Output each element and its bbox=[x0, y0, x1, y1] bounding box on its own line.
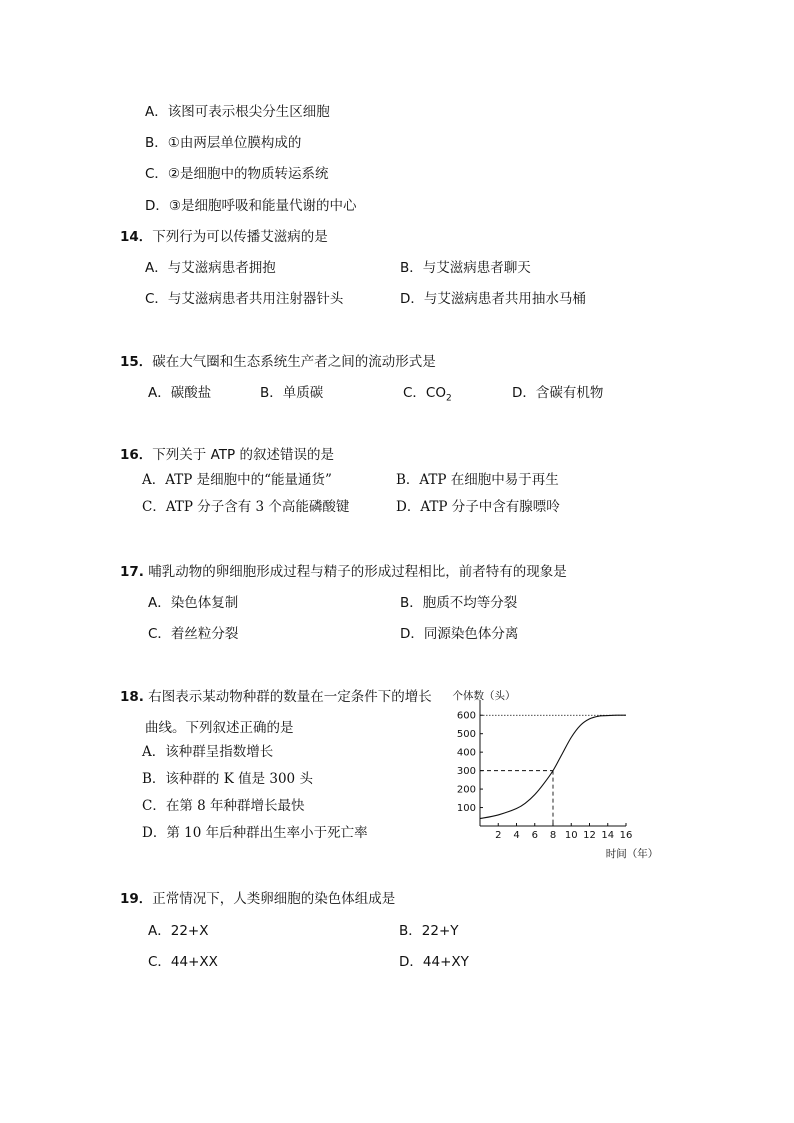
y-axis-label: 个体数（头） bbox=[452, 690, 516, 702]
question-number: 18. bbox=[120, 689, 144, 705]
q19-option-a: A．22+X bbox=[148, 923, 209, 939]
q14-option-a: A．与艾滋病患者拥抱 bbox=[145, 260, 276, 276]
q19-option-b: B．22+Y bbox=[399, 923, 459, 939]
q16-option-b: B．ATP 在细胞中易于再生 bbox=[396, 472, 559, 488]
q13-option-a: A．该图可表示根尖分生区细胞 bbox=[145, 104, 330, 120]
question-14 bbox=[120, 228, 328, 246]
q15-option-d: D．含碳有机物 bbox=[512, 385, 604, 401]
q17-option-d: D．同源染色体分离 bbox=[400, 626, 519, 642]
q17-option-b: B．胞质不均等分裂 bbox=[400, 595, 518, 611]
y-tick-label: 500 bbox=[456, 729, 476, 741]
q17-option-c: C．着丝粒分裂 bbox=[148, 626, 239, 642]
q17-option-a: A．染色体复制 bbox=[148, 595, 239, 611]
q16-option-d: D．ATP 分子中含有腺嘌呤 bbox=[396, 499, 560, 515]
q15-option-c-subscript: 2 bbox=[445, 393, 452, 404]
question-16 bbox=[120, 446, 334, 464]
question-stem: 哺乳动物的卵细胞形成过程与精子的形成过程相比，前者特有的现象是 bbox=[148, 564, 567, 580]
q16-option-c: C．ATP 分子含有 3 个高能磷酸键 bbox=[142, 499, 350, 515]
q15-option-c-text: C．CO bbox=[403, 385, 446, 401]
y-tick-label: 400 bbox=[456, 747, 476, 759]
question-18-stem-line-2: 曲线。下列叙述正确的是 bbox=[145, 720, 294, 736]
q19-option-d: D．44+XY bbox=[399, 954, 469, 970]
x-axis-label: 时间（年） bbox=[605, 848, 659, 860]
q14-option-d: D．与艾滋病患者共用抽水马桶 bbox=[400, 291, 586, 307]
q18-option-c: C．在第 8 年种群增长最快 bbox=[142, 798, 305, 814]
q13-option-c: C．②是细胞中的物质转运系统 bbox=[145, 166, 329, 182]
x-tick-label: 10 bbox=[564, 830, 578, 841]
question-number: 14． bbox=[120, 229, 153, 245]
x-tick-label: 8 bbox=[549, 830, 557, 841]
y-tick-label: 600 bbox=[456, 710, 476, 722]
question-number: 17. bbox=[120, 564, 144, 580]
q13-option-b: B．①由两层单位膜构成的 bbox=[145, 135, 302, 151]
x-tick-label: 16 bbox=[619, 830, 633, 841]
q18-option-d: D．第 10 年后种群出生率小于死亡率 bbox=[142, 825, 368, 841]
q16-option-a: A．ATP 是细胞中的“能量通货” bbox=[142, 472, 332, 488]
q14-option-b: B．与艾滋病患者聊天 bbox=[400, 260, 531, 276]
question-number: 19． bbox=[120, 891, 153, 907]
x-tick-label: 2 bbox=[495, 830, 502, 841]
q13-option-d: D．③是细胞呼吸和能量代谢的中心 bbox=[145, 198, 357, 214]
x-tick-label: 6 bbox=[531, 830, 538, 841]
question-15 bbox=[120, 353, 436, 371]
q15-option-b: B．单质碳 bbox=[260, 385, 324, 401]
q15-option-a: A．碳酸盐 bbox=[148, 385, 212, 401]
q18-option-a: A．该种群呈指数增长 bbox=[142, 744, 274, 760]
question-stem-line-1: 右图表示某动物种群的数量在一定条件下的增长 bbox=[148, 689, 432, 705]
x-tick-label: 12 bbox=[583, 830, 596, 841]
question-18 bbox=[120, 688, 432, 706]
x-tick-label: 4 bbox=[513, 830, 520, 841]
question-19 bbox=[120, 890, 395, 908]
question-number: 15． bbox=[120, 354, 153, 370]
question-stem: 碳在大气圈和生态系统生产者之间的流动形式是 bbox=[152, 354, 436, 370]
question-stem: 正常情况下，人类卵细胞的染色体组成是 bbox=[152, 891, 396, 907]
q19-option-c: C．44+XX bbox=[148, 954, 218, 970]
q15-option-c bbox=[403, 384, 452, 408]
growth-curve-series-0 bbox=[480, 715, 626, 818]
y-tick-label: 200 bbox=[456, 784, 476, 796]
q18-option-b: B．该种群的 K 值是 300 头 bbox=[142, 771, 313, 787]
question-17 bbox=[120, 563, 567, 581]
x-tick-label: 14 bbox=[601, 830, 615, 841]
question-stem: 下列行为可以传播艾滋病的是 bbox=[152, 229, 328, 245]
y-tick-label: 100 bbox=[456, 803, 476, 815]
population-growth-chart bbox=[450, 686, 690, 866]
q14-option-c: C．与艾滋病患者共用注射器针头 bbox=[145, 291, 344, 307]
question-number: 16． bbox=[120, 447, 153, 463]
y-tick-label: 300 bbox=[456, 766, 476, 778]
question-stem: 下列关于 ATP 的叙述错误的是 bbox=[152, 447, 334, 463]
